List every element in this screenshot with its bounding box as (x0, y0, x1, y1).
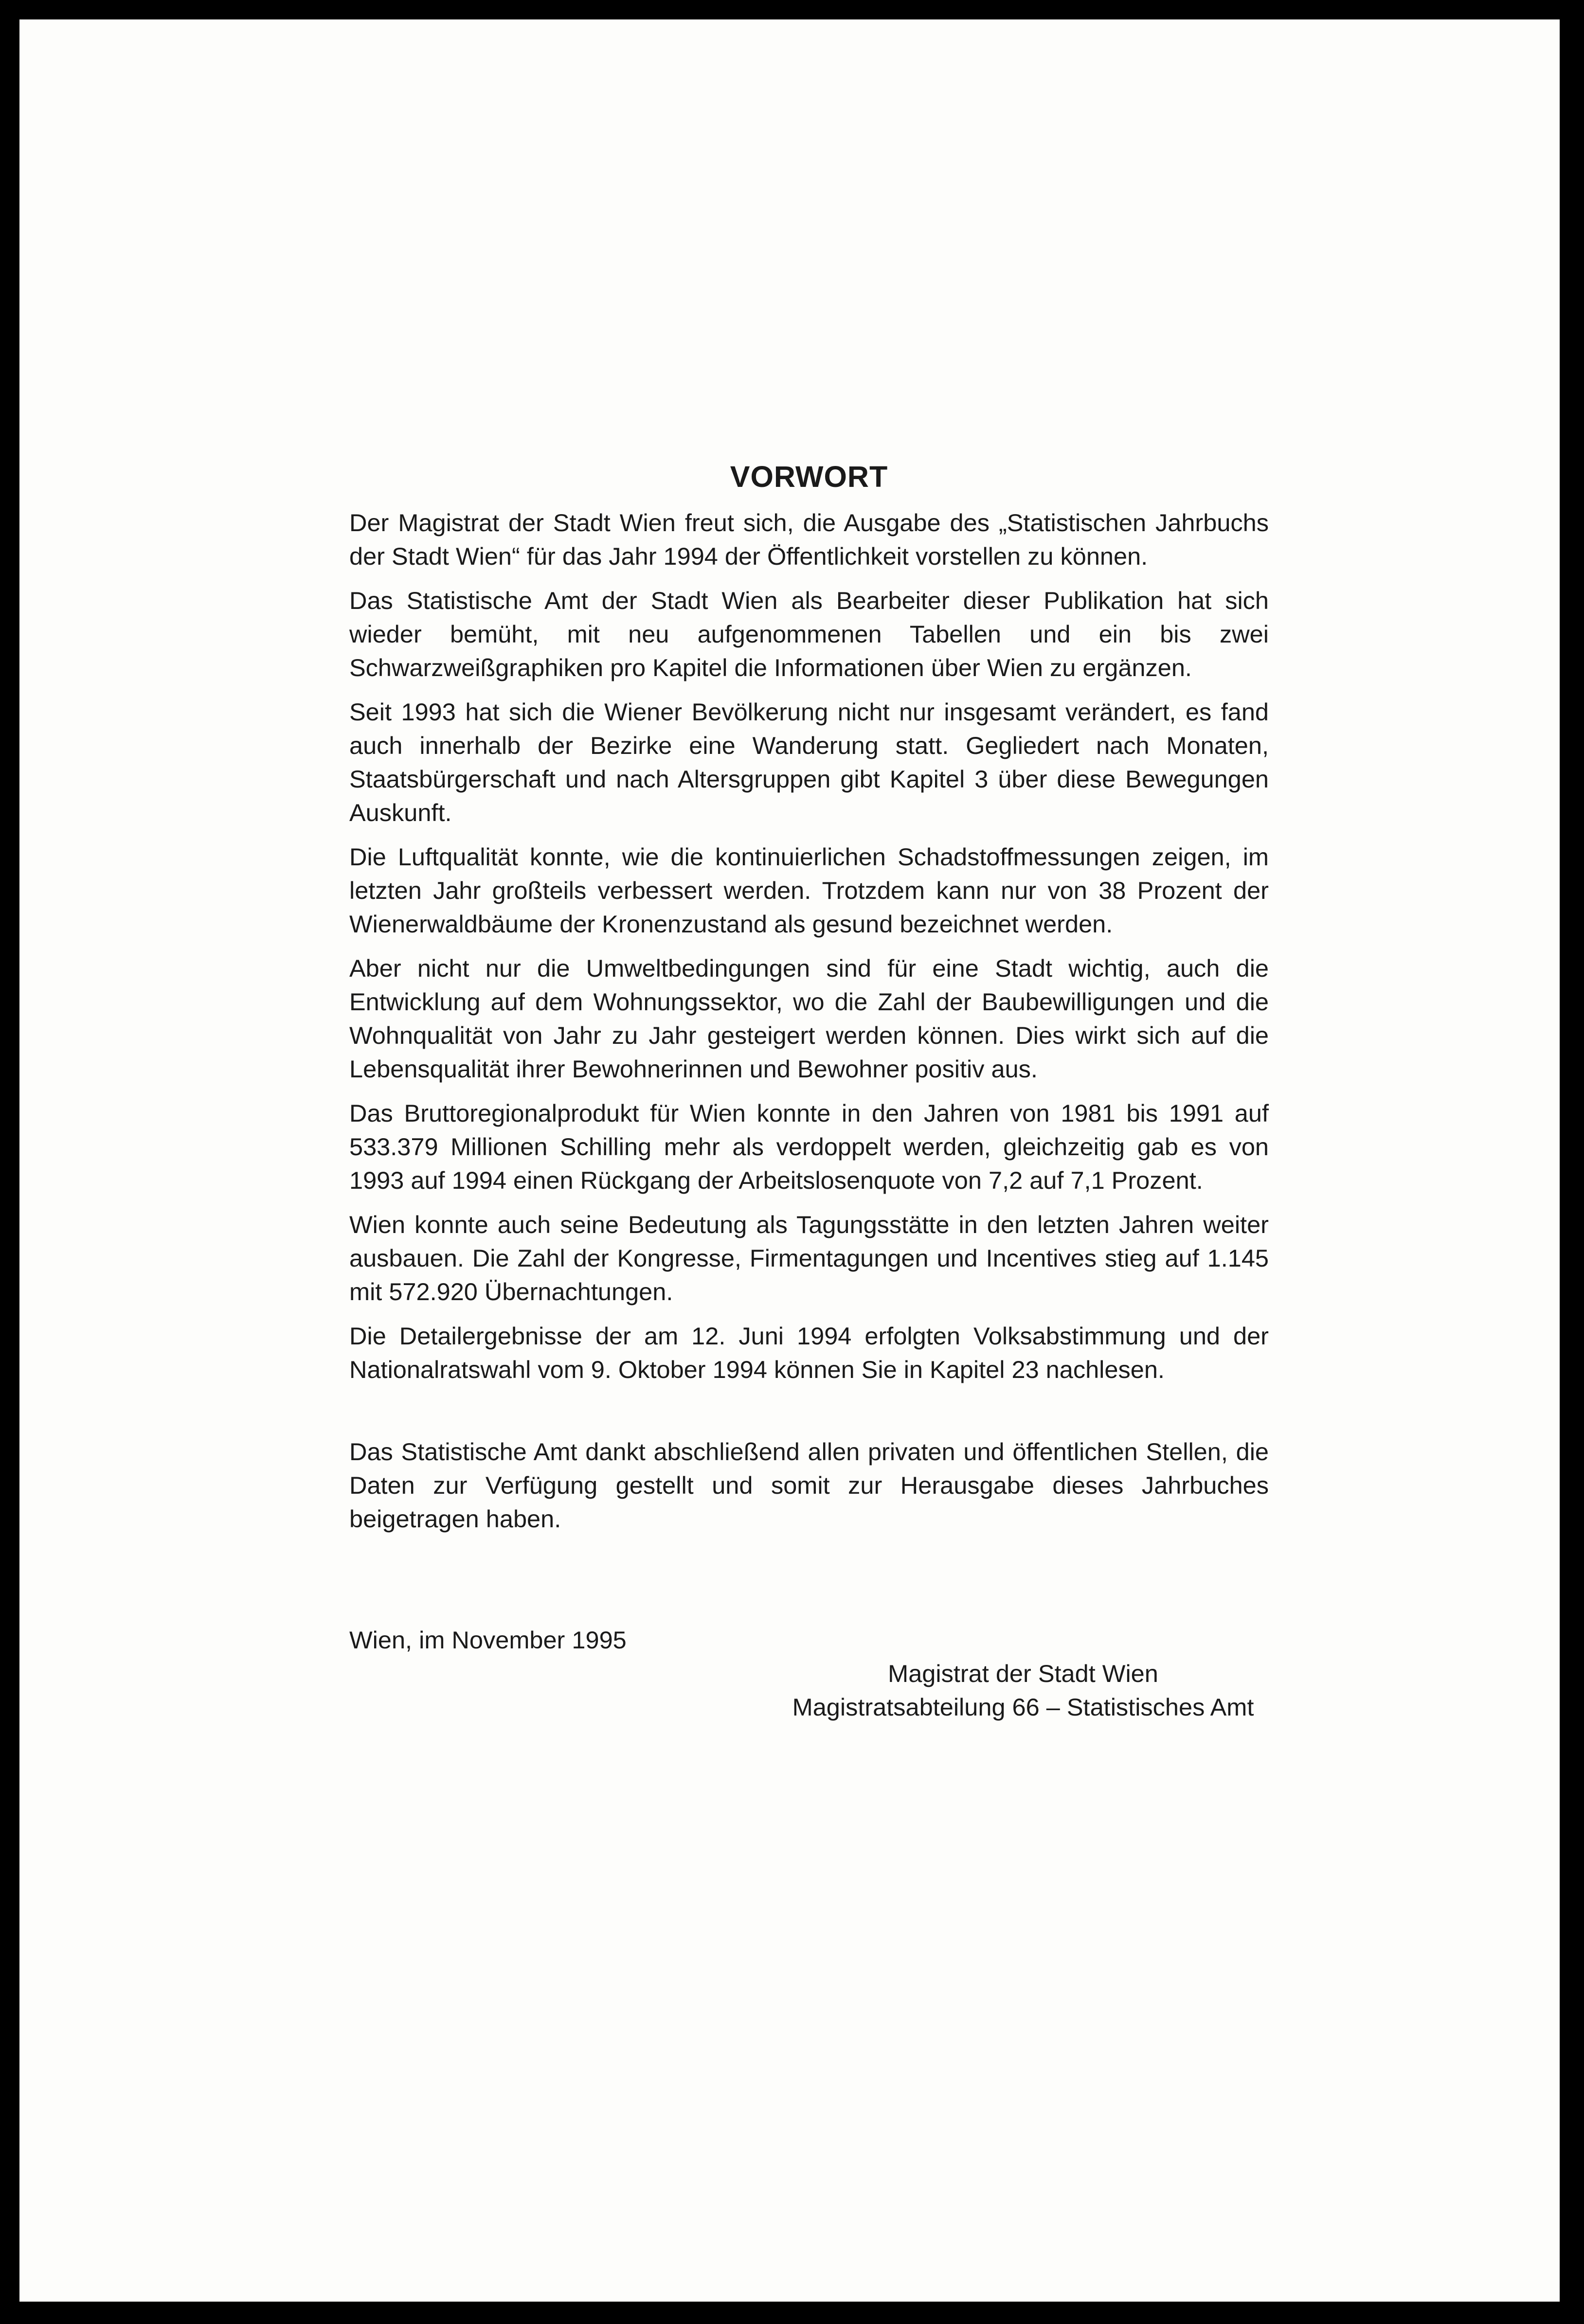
signature-line-department: Magistratsabteilung 66 – Statistisches Amt (792, 1693, 1254, 1721)
paragraph-housing: Aber nicht nur die Umweltbedingungen sind für eine Stadt wichtig, auch die Entwicklung auf dem Wohnungssektor, wo die Zahl der Baubewilligungen und die Wohnqualität von Jahr zu Jahr gesteigert werden können. Dies wirkt sich auf die Lebensqualität ihrer Bewohnerinnen und Bewohner positiv aus. (349, 954, 1269, 1083)
paragraph-intro: Der Magistrat der Stadt Wien freut sich, die Ausgabe des „Statistischen Jahrbuchs der Stadt Wien“ für das Jahr 1994 der Öffentlichkeit vorstellen zu können. (349, 509, 1269, 570)
place-date: Wien, im November 1995 (349, 1626, 627, 1654)
paragraph-economy: Das Bruttoregionalprodukt für Wien konnte in den Jahren von 1981 bis 1991 auf 533.379 Millionen Schilling mehr als verdoppelt werden, gleichzeitig gab es von 1993 auf 1994 einen Rückgang der Arbeitslosenquote von 7,2 auf 7,1 Prozent. (349, 1099, 1269, 1194)
paragraph-congresses: Wien konnte auch seine Bedeutung als Tagungsstätte in den letzten Jahren weiter ausbauen. Die Zahl der Kongresse, Firmentagungen und Incentives stieg auf 1.145 mit 572.920 Übernachtungen. (349, 1211, 1269, 1305)
page-title: VORWORT (730, 460, 888, 493)
paragraph-air-quality: Die Luftqualität konnte, wie die kontinuierlichen Schadstoffmessungen zeigen, im letzten Jahr großteils verbessert werden. Trotzdem kann nur von 38 Prozent der Wienerwaldbäume der Kronenzustand als gesund bezeichnet werden. (349, 843, 1269, 938)
paragraph-elections: Die Detailergebnisse der am 12. Juni 1994 erfolgten Volksabstimmung und der Nationalratswahl vom 9. Oktober 1994 können Sie in Kapitel 23 nachlesen. (349, 1322, 1269, 1383)
document-body (349, 457, 1269, 1724)
document-page (19, 19, 1560, 2302)
paragraph-population: Seit 1993 hat sich die Wiener Bevölkerung nicht nur insgesamt verändert, es fand auch innerhalb der Bezirke eine Wanderung statt. Gegliedert nach Monaten, Staatsbürgerschaft und nach Altersgruppen gibt Kapitel 3 über diese Bewegungen Auskunft. (349, 698, 1269, 826)
signature-block (775, 1657, 1271, 1724)
paragraph-publication: Das Statistische Amt der Stadt Wien als Bearbeiter dieser Publikation hat sich wieder bemüht, mit neu aufgenommenen Tabellen und ein bis zwei Schwarzweißgraphiken pro Kapitel die Informationen über Wien zu ergänzen. (349, 587, 1269, 681)
signature-line-magistrat: Magistrat der Stadt Wien (888, 1660, 1158, 1687)
paragraph-closing: Das Statistische Amt dankt abschließend allen privaten und öffentlichen Stellen, die Daten zur Verfügung gestellt und somit zur Herausgabe dieses Jahrbuches beigetragen haben. (349, 1438, 1269, 1533)
